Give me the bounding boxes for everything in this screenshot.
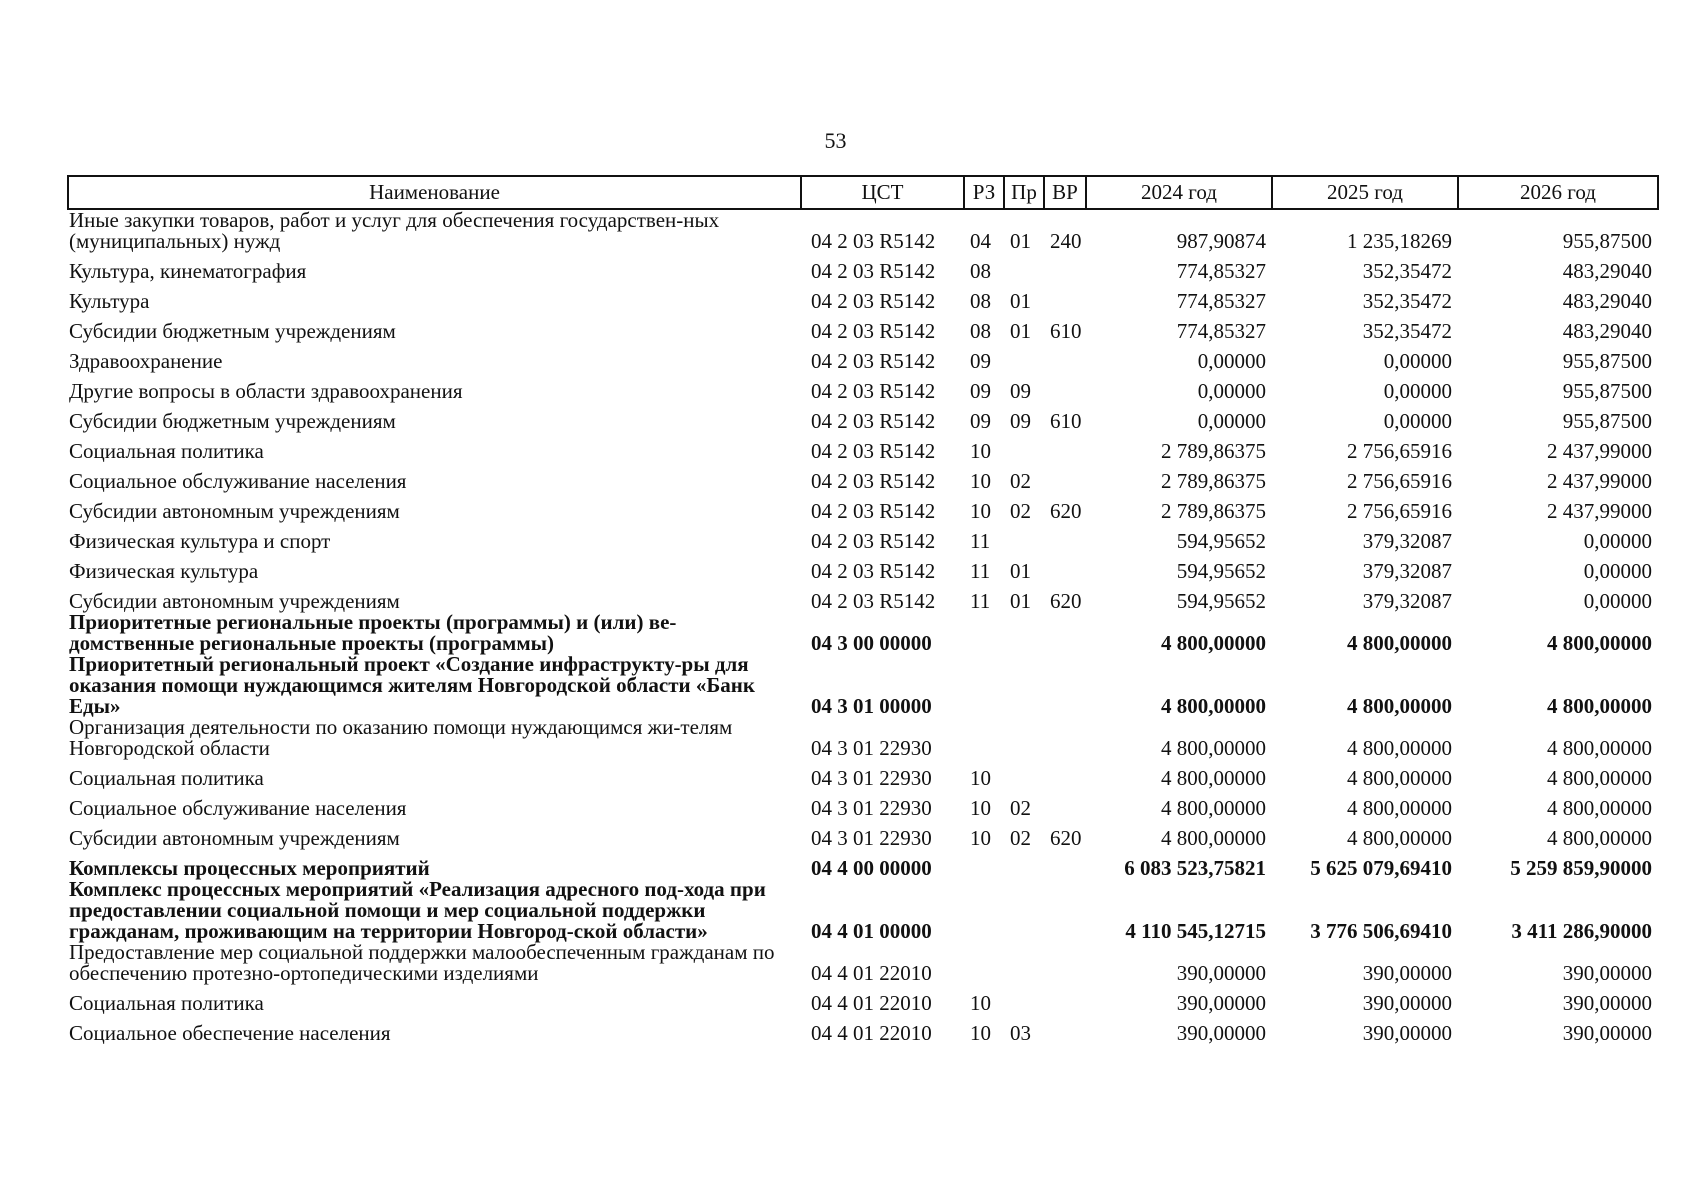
row-pr (1004, 342, 1044, 372)
row-cst: 04 2 03 R5142 (811, 559, 936, 583)
row-2024: 774,85327 (1176, 259, 1266, 283)
row-name: Социальное обслуживание населения (69, 469, 407, 493)
row-2026: 955,87500 (1562, 229, 1652, 253)
row-pr: 09 (1010, 409, 1031, 433)
table-row (68, 984, 1658, 1014)
row-2025: 352,35472 (1362, 289, 1452, 313)
row-2026: 4 800,00000 (1547, 694, 1652, 718)
row-2026: 4 800,00000 (1547, 736, 1652, 760)
row-pr: 02 (1010, 796, 1031, 820)
row-vr: 620 (1050, 499, 1082, 523)
row-2025: 3 776 506,69410 (1310, 919, 1452, 943)
row-2025: 352,35472 (1362, 319, 1452, 343)
row-cst: 04 2 03 R5142 (811, 499, 936, 523)
row-rz (964, 717, 1004, 759)
table-row (68, 582, 1658, 612)
row-name: Субсидии бюджетным учреждениям (69, 319, 396, 343)
row-2026: 483,29040 (1562, 259, 1652, 283)
row-rz: 11 (970, 529, 991, 553)
row-2024: 2 789,86375 (1161, 469, 1266, 493)
row-cst: 04 2 03 R5142 (811, 379, 936, 403)
row-name: Физическая культура (69, 559, 259, 583)
row-rz: 11 (970, 589, 991, 613)
row-name: Приоритетные региональные проекты (программы) и (или) ве-домственные региональные проекты (программы) (69, 610, 677, 655)
row-name: Приоритетный региональный проект «Создание инфраструкту-ры для оказания помощи нуждающимся жителям Новгородской области «Банк Еды» (69, 652, 755, 718)
row-cst: 04 3 00 00000 (811, 631, 932, 655)
table-row (68, 522, 1658, 552)
row-2025: 0,00000 (1383, 349, 1452, 373)
header-rz: РЗ (964, 176, 1004, 209)
row-2024: 594,95652 (1176, 589, 1266, 613)
row-vr: 240 (1050, 229, 1082, 253)
row-2026: 2 437,99000 (1547, 439, 1652, 463)
row-pr: 02 (1010, 469, 1031, 493)
row-2026: 0,00000 (1583, 589, 1652, 613)
row-2024: 4 800,00000 (1161, 736, 1266, 760)
row-name: Организация деятельности по оказанию помощи нуждающимся жи-телям Новгородской области (69, 715, 733, 760)
row-pr: 01 (1010, 319, 1031, 343)
row-pr (1004, 612, 1044, 654)
row-name: Социальное обслуживание населения (69, 796, 407, 820)
row-rz: 10 (970, 796, 991, 820)
row-cst: 04 2 03 R5142 (811, 469, 936, 493)
row-2025: 390,00000 (1362, 961, 1452, 985)
row-2026: 4 800,00000 (1547, 796, 1652, 820)
row-name: Социальная политика (69, 439, 264, 463)
row-rz (964, 942, 1004, 984)
row-cst: 04 2 03 R5142 (811, 229, 936, 253)
row-vr (1044, 759, 1086, 789)
row-2025: 4 800,00000 (1347, 694, 1452, 718)
table-row (68, 312, 1658, 342)
row-2024: 2 789,86375 (1161, 439, 1266, 463)
row-vr (1044, 612, 1086, 654)
row-name: Субсидии автономным учреждениям (69, 826, 400, 850)
row-vr (1044, 552, 1086, 582)
table-row (68, 402, 1658, 432)
table-row (68, 759, 1658, 789)
table-row (68, 1014, 1658, 1044)
row-rz: 10 (970, 766, 991, 790)
row-2026: 955,87500 (1562, 409, 1652, 433)
table-row (68, 654, 1658, 717)
row-rz: 10 (970, 499, 991, 523)
row-2024: 4 110 545,12715 (1125, 919, 1266, 943)
row-2025: 5 625 079,69410 (1310, 856, 1452, 880)
row-vr (1044, 462, 1086, 492)
row-2024: 6 083 523,75821 (1124, 856, 1266, 880)
row-vr (1044, 432, 1086, 462)
row-2025: 4 800,00000 (1347, 796, 1452, 820)
table-row (68, 849, 1658, 879)
row-rz: 10 (970, 826, 991, 850)
row-2026: 0,00000 (1583, 559, 1652, 583)
row-pr: 09 (1010, 379, 1031, 403)
row-cst: 04 3 01 22930 (811, 826, 932, 850)
row-2024: 4 800,00000 (1161, 766, 1266, 790)
row-2024: 4 800,00000 (1161, 796, 1266, 820)
row-2025: 352,35472 (1362, 259, 1452, 283)
row-2025: 2 756,65916 (1347, 469, 1452, 493)
row-2026: 955,87500 (1562, 349, 1652, 373)
table-row (68, 209, 1658, 252)
row-2026: 483,29040 (1562, 289, 1652, 313)
row-cst: 04 4 01 22010 (811, 991, 932, 1015)
table-row (68, 342, 1658, 372)
row-2025: 4 800,00000 (1347, 766, 1452, 790)
table-row (68, 252, 1658, 282)
row-name: Физическая культура и спорт (69, 529, 331, 553)
row-pr (1004, 522, 1044, 552)
row-vr (1044, 342, 1086, 372)
row-2024: 4 800,00000 (1161, 826, 1266, 850)
row-name: Культура (69, 289, 150, 313)
row-rz: 08 (970, 319, 991, 343)
row-2025: 4 800,00000 (1347, 631, 1452, 655)
row-name: Комплекс процессных мероприятий «Реализация адресного под-хода при предоставлении социальной помощи и мер социальной поддержки гражданам, проживающим на территории Новгород-ской области» (69, 877, 766, 943)
row-pr: 01 (1010, 229, 1031, 253)
row-cst: 04 3 01 22930 (811, 766, 932, 790)
row-pr: 01 (1010, 559, 1031, 583)
table-header (68, 176, 1658, 209)
row-cst: 04 3 01 22930 (811, 736, 932, 760)
row-cst: 04 2 03 R5142 (811, 589, 936, 613)
page-number: 53 (824, 128, 847, 153)
row-vr (1044, 372, 1086, 402)
header-2024: 2024 год (1086, 176, 1272, 209)
row-2024: 987,90874 (1176, 229, 1266, 253)
row-2026: 390,00000 (1562, 1021, 1652, 1045)
row-2025: 4 800,00000 (1347, 826, 1452, 850)
row-cst: 04 2 03 R5142 (811, 319, 936, 343)
row-2024: 0,00000 (1197, 409, 1266, 433)
row-2024: 390,00000 (1176, 991, 1266, 1015)
row-name: Комплексы процессных мероприятий (69, 856, 430, 880)
row-rz (964, 849, 1004, 879)
row-pr: 03 (1010, 1021, 1031, 1045)
row-cst: 04 2 03 R5142 (811, 529, 936, 553)
row-pr (1004, 942, 1044, 984)
row-2024: 774,85327 (1176, 289, 1266, 313)
row-pr (1004, 984, 1044, 1014)
row-2024: 4 800,00000 (1161, 694, 1266, 718)
row-pr (1004, 717, 1044, 759)
row-vr (1044, 942, 1086, 984)
row-pr (1004, 252, 1044, 282)
row-cst: 04 3 01 00000 (811, 694, 932, 718)
table-row (68, 717, 1658, 759)
row-vr (1044, 282, 1086, 312)
row-2026: 4 800,00000 (1547, 766, 1652, 790)
row-pr (1004, 879, 1044, 942)
row-2026: 4 800,00000 (1547, 631, 1652, 655)
row-name: Предоставление мер социальной поддержки малообеспеченным гражданам по обеспечению протезно-ортопедическими изделиями (69, 940, 775, 985)
row-name: Иные закупки товаров, работ и услуг для обеспечения государствен-ных (муниципальных) нужд (69, 208, 720, 253)
row-vr (1044, 984, 1086, 1014)
row-2026: 483,29040 (1562, 319, 1652, 343)
row-2025: 4 800,00000 (1347, 736, 1452, 760)
table-row (68, 789, 1658, 819)
row-rz (964, 612, 1004, 654)
row-vr (1044, 879, 1086, 942)
row-2024: 594,95652 (1176, 559, 1266, 583)
row-name: Субсидии автономным учреждениям (69, 589, 400, 613)
row-vr: 610 (1050, 409, 1082, 433)
header-2025: 2025 год (1272, 176, 1458, 209)
row-2025: 390,00000 (1362, 1021, 1452, 1045)
row-2025: 379,32087 (1362, 589, 1452, 613)
row-pr: 02 (1010, 499, 1031, 523)
row-2025: 390,00000 (1362, 991, 1452, 1015)
row-2025: 0,00000 (1383, 409, 1452, 433)
budget-table (67, 175, 1659, 1044)
row-pr (1004, 759, 1044, 789)
row-vr (1044, 789, 1086, 819)
row-vr (1044, 1014, 1086, 1044)
row-2024: 2 789,86375 (1161, 499, 1266, 523)
row-name: Субсидии бюджетным учреждениям (69, 409, 396, 433)
row-2025: 1 235,18269 (1347, 229, 1452, 253)
row-rz: 09 (970, 379, 991, 403)
row-cst: 04 4 01 22010 (811, 961, 932, 985)
header-2026: 2026 год (1458, 176, 1658, 209)
table-body (68, 209, 1658, 1044)
row-2024: 0,00000 (1197, 379, 1266, 403)
row-pr (1004, 654, 1044, 717)
table-row (68, 819, 1658, 849)
row-rz: 11 (970, 559, 991, 583)
row-cst: 04 4 00 00000 (811, 856, 932, 880)
row-pr (1004, 432, 1044, 462)
header-pr: Пр (1004, 176, 1044, 209)
row-2024: 774,85327 (1176, 319, 1266, 343)
table-row (68, 492, 1658, 522)
row-pr (1004, 849, 1044, 879)
row-pr: 02 (1010, 826, 1031, 850)
row-rz: 09 (970, 409, 991, 433)
header-cst: ЦСТ (801, 176, 964, 209)
table-row (68, 462, 1658, 492)
header-name: Наименование (68, 176, 801, 209)
table-row (68, 282, 1658, 312)
row-2026: 0,00000 (1583, 529, 1652, 553)
row-vr: 610 (1050, 319, 1082, 343)
row-rz: 08 (970, 259, 991, 283)
row-rz: 10 (970, 439, 991, 463)
row-name: Социальная политика (69, 991, 264, 1015)
row-cst: 04 4 01 00000 (811, 919, 932, 943)
row-vr (1044, 252, 1086, 282)
row-cst: 04 2 03 R5142 (811, 259, 936, 283)
row-cst: 04 3 01 22930 (811, 796, 932, 820)
table-row (68, 372, 1658, 402)
row-2025: 0,00000 (1383, 379, 1452, 403)
row-vr (1044, 717, 1086, 759)
table-row (68, 432, 1658, 462)
row-rz (964, 879, 1004, 942)
row-2024: 4 800,00000 (1161, 631, 1266, 655)
row-2026: 2 437,99000 (1547, 499, 1652, 523)
row-name: Социальное обеспечение населения (69, 1021, 391, 1045)
row-rz: 09 (970, 349, 991, 373)
row-vr (1044, 522, 1086, 552)
row-2026: 3 411 286,90000 (1511, 919, 1652, 943)
row-vr (1044, 849, 1086, 879)
row-name: Здравоохранение (69, 349, 223, 373)
row-2024: 0,00000 (1197, 349, 1266, 373)
row-rz: 10 (970, 1021, 991, 1045)
row-2026: 2 437,99000 (1547, 469, 1652, 493)
row-2026: 5 259 859,90000 (1510, 856, 1652, 880)
row-rz (964, 654, 1004, 717)
row-cst: 04 2 03 R5142 (811, 349, 936, 373)
row-2024: 594,95652 (1176, 529, 1266, 553)
row-2025: 379,32087 (1362, 529, 1452, 553)
header-vr: ВР (1044, 176, 1086, 209)
row-rz: 10 (970, 469, 991, 493)
row-2026: 390,00000 (1562, 961, 1652, 985)
row-cst: 04 2 03 R5142 (811, 289, 936, 313)
table-row (68, 879, 1658, 942)
row-pr: 01 (1010, 289, 1031, 313)
row-pr: 01 (1010, 589, 1031, 613)
row-2026: 955,87500 (1562, 379, 1652, 403)
row-2025: 2 756,65916 (1347, 499, 1452, 523)
row-cst: 04 2 03 R5142 (811, 439, 936, 463)
row-name: Культура, кинематография (69, 259, 307, 283)
row-vr (1044, 654, 1086, 717)
row-rz: 10 (970, 991, 991, 1015)
row-rz: 04 (970, 229, 991, 253)
row-2026: 390,00000 (1562, 991, 1652, 1015)
row-2024: 390,00000 (1176, 961, 1266, 985)
row-name: Субсидии автономным учреждениям (69, 499, 400, 523)
row-2026: 4 800,00000 (1547, 826, 1652, 850)
row-rz: 08 (970, 289, 991, 313)
table-row (68, 612, 1658, 654)
row-name: Социальная политика (69, 766, 264, 790)
row-cst: 04 2 03 R5142 (811, 409, 936, 433)
row-name: Другие вопросы в области здравоохранения (69, 379, 463, 403)
table-row (68, 942, 1658, 984)
row-vr: 620 (1050, 826, 1082, 850)
row-vr: 620 (1050, 589, 1082, 613)
table-row (68, 552, 1658, 582)
row-cst: 04 4 01 22010 (811, 1021, 932, 1045)
row-2025: 379,32087 (1362, 559, 1452, 583)
row-2024: 390,00000 (1176, 1021, 1266, 1045)
row-2025: 2 756,65916 (1347, 439, 1452, 463)
